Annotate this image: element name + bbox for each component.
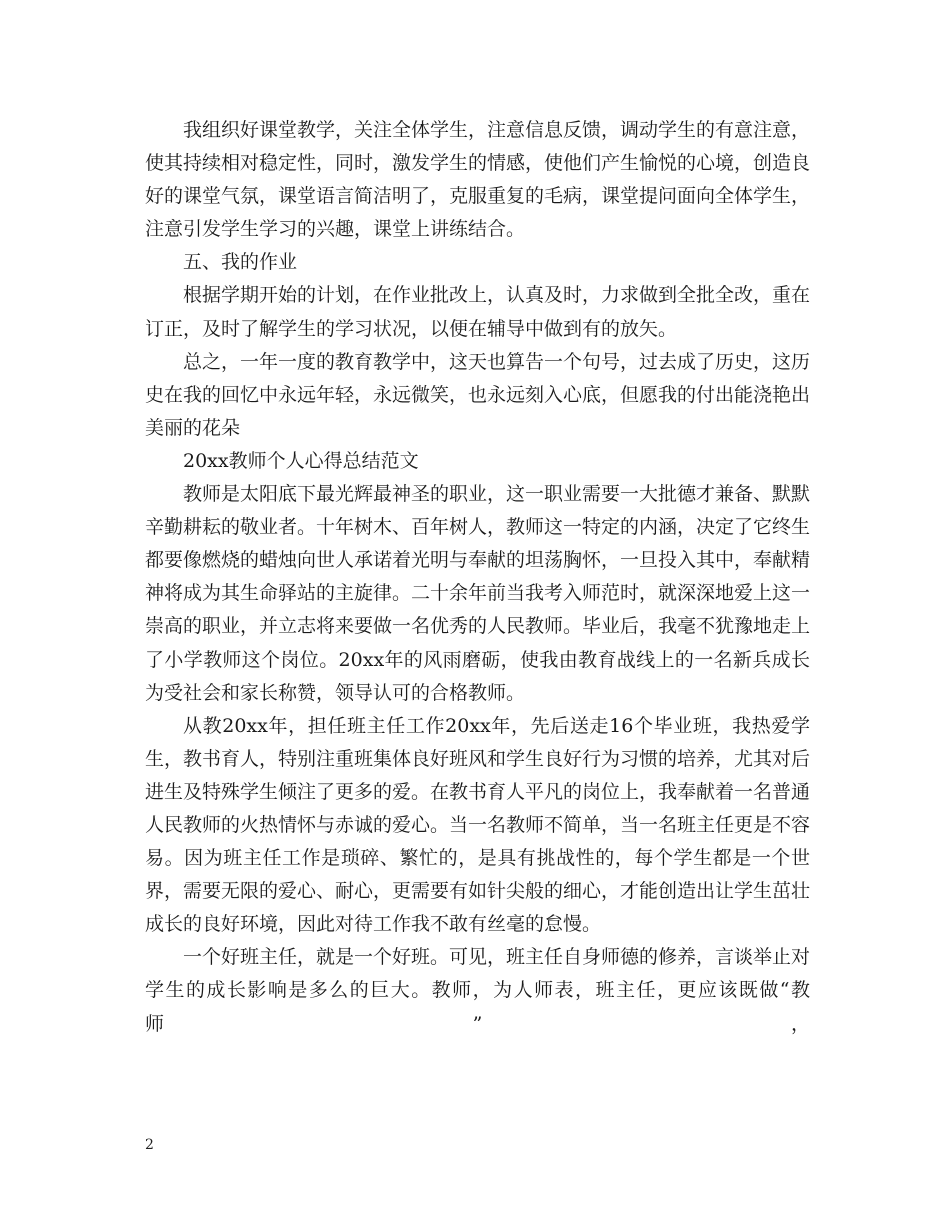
section-heading-homework: 五、我的作业 [183, 251, 298, 274]
document-body [145, 114, 810, 1041]
paragraph-classroom-teaching: 我组织好课堂教学，关注全体学生，注意信息反馈，调动学生的有意注意，使其持续相对稳定性，同时，激发学生的情感，使他们产生愉悦的心境，创造良好的课堂气氛，课堂语言简洁明了，克服重复的毛病，课堂提问面向全体学生，注意引发学生学习的兴趣，课堂上讲练结合。 [145, 119, 811, 241]
paragraph-teacher-profession: 教师是太阳底下最光辉最神圣的职业，这一职业需要一大批德才兼备、默默辛勤耕耘的敬业者。十年树木、百年树人，教师这一特定的内涵，决定了它终生都要像燃烧的蜡烛向世人承诺着光明与奉献的坦荡胸怀，一旦投入其中，奉献精神将成为其生命驿站的主旋律。二十余年前当我考入师范时，就深深地爱上这一崇高的职业，并立志将来要做一名优秀的人民教师。毕业后，我毫不犹豫地走上了小学教师这个岗位。20xx年的风雨磨砺，使我由教育战线上的一名新兵成长为受社会和家长称赞，领导认可的合格教师。 [145, 483, 811, 704]
paragraph-head-teacher-work: 从教20xx年，担任班主任工作20xx年，先后送走16个毕业班，我热爱学生，教书育人，特别注重班集体良好班风和学生良好行为习惯的培养，尤其对后进生及特殊学生倾注了更多的爱。在教书育人平凡的岗位上，我奉献着一名普通人民教师的火热情怀与赤诚的爱心。当一名教师不简单，当一名班主任更是不容易。因为班主任工作是琐碎、繁忙的，是具有挑战性的，每个学生都是一个世界，需要无限的爱心、耐心，更需要有如针尖般的细心，才能创造出让学生茁壮成长的良好环境，因此对待工作我不敢有丝毫的怠慢。 [145, 714, 811, 936]
article-title: 20xx教师个人心得总结范文 [183, 449, 419, 472]
paragraph-good-head-teacher: 一个好班主任，就是一个好班。可见，班主任自身师德的修养，言谈举止对学生的成长影响是多么的巨大。教师，为人师表，班主任，更应该既做“教师”， [145, 946, 811, 1035]
page-number: 2 [145, 1137, 154, 1153]
paragraph-homework: 根据学期开始的计划，在作业批改上，认真及时，力求做到全批全改，重在订正，及时了解学生的学习状况，以便在辅导中做到有的放矢。 [145, 284, 811, 340]
paragraph-conclusion: 总之，一年一度的教育教学中，这天也算告一个句号，过去成了历史，这历史在我的回忆中永远年轻，永远微笑，也永远刻入心底，但愿我的付出能浇艳出美丽的花朵 [145, 350, 811, 439]
